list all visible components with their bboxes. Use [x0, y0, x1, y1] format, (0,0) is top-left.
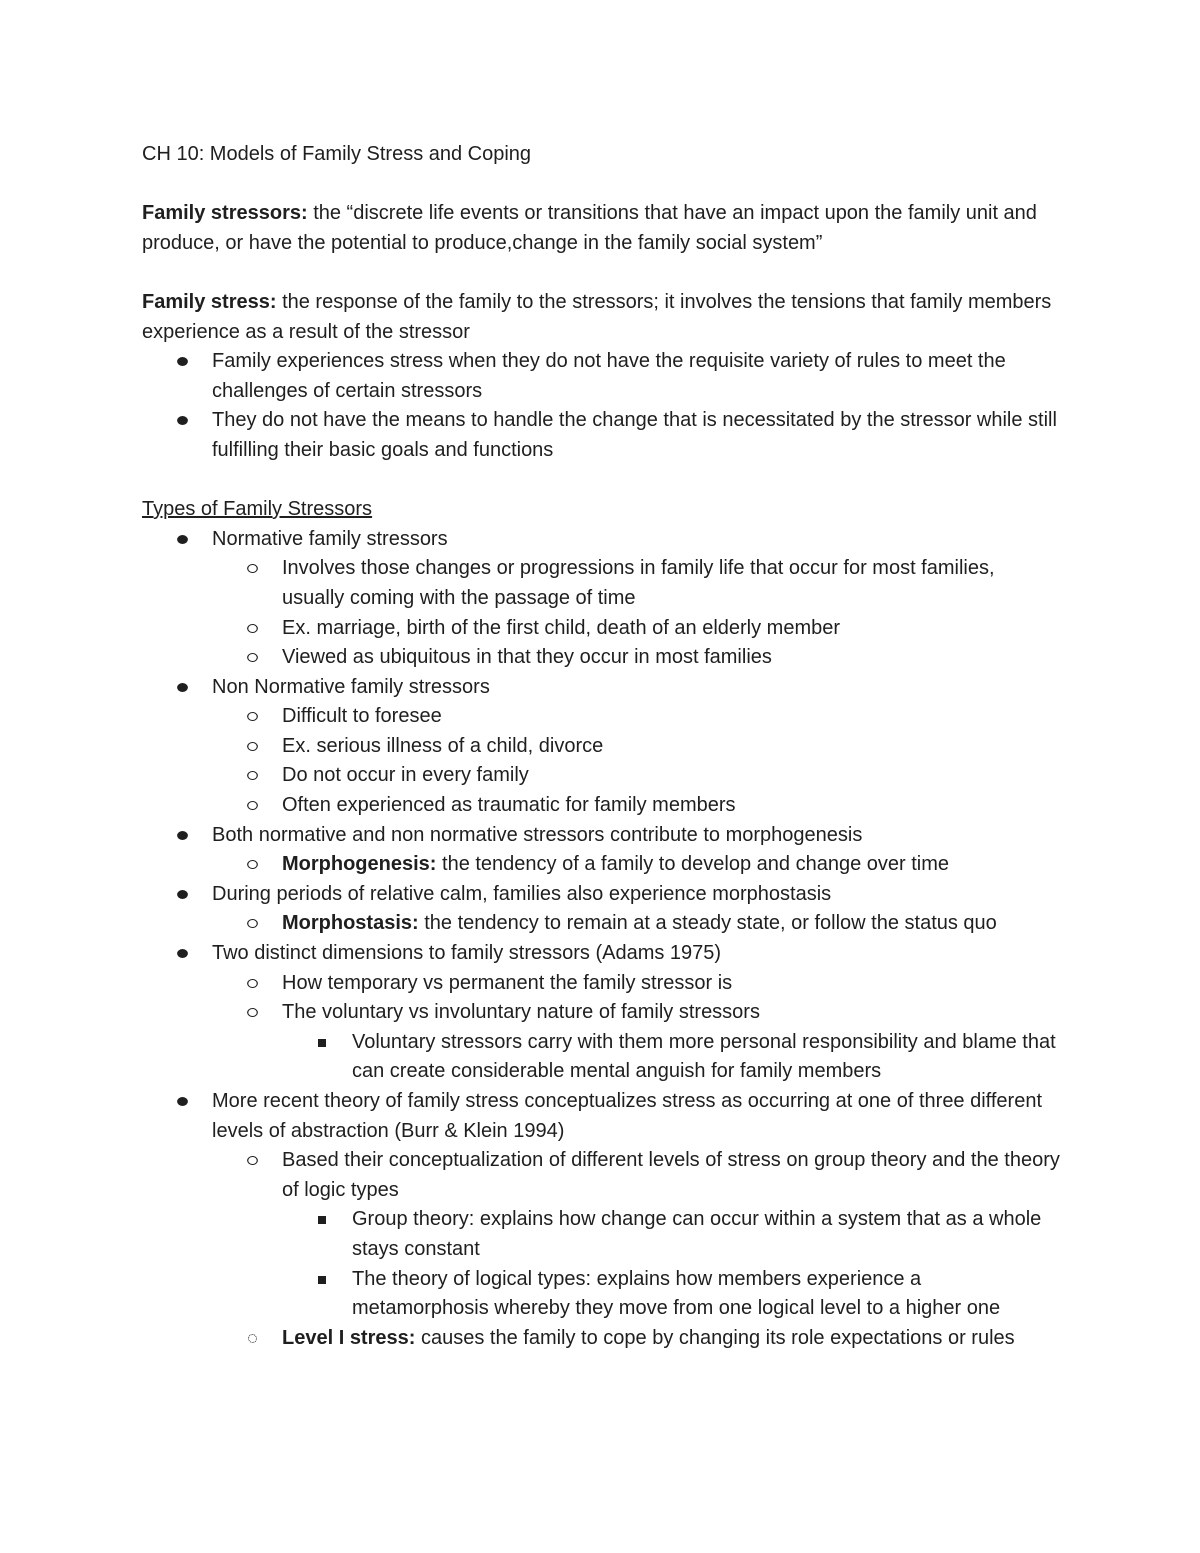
term-morphostasis: Morphostasis: [282, 912, 419, 935]
dimensions-subsublist [282, 1028, 1062, 1087]
square-bullet-icon [312, 1028, 332, 1058]
term-family-stressors: Family stressors: [142, 202, 308, 225]
hollow-bullet-icon [242, 998, 262, 1028]
family-stress-bullets [142, 347, 1062, 465]
list-item: Family experiences stress when they do not have the requisite variety of rules to meet the challenges of certain stressors [142, 347, 1062, 406]
list-item-non-normative: Non Normative family stressors Difficult to foresee Ex. serious illness of a child, divorce Do not occur in every family Often experienced as traumatic for family members [142, 673, 1062, 821]
document-page [142, 140, 1062, 1353]
hollow-bullet-icon [242, 1146, 262, 1176]
bullet-icon [172, 347, 192, 377]
hollow-bullet-icon [242, 702, 262, 732]
non-normative-sublist [142, 702, 1062, 820]
list-item: Ex. marriage, birth of the first child, death of an elderly member [212, 614, 1062, 644]
list-item: Ex. serious illness of a child, divorce [212, 732, 1062, 762]
hollow-bullet-icon [242, 850, 262, 880]
bullet-icon [172, 525, 192, 555]
list-item: The voluntary vs involuntary nature of family stressors Voluntary stressors carry with them more personal responsibility and blame that can create considerable mental anguish for family members [212, 998, 1062, 1087]
morphogenesis-sublist [142, 850, 1062, 880]
hollow-bullet-icon [242, 554, 262, 584]
dotted-ring-bullet-icon [242, 1324, 262, 1354]
normative-sublist [142, 554, 1062, 672]
hollow-bullet-icon [242, 732, 262, 762]
bullet-icon [172, 821, 192, 851]
term-morphogenesis: Morphogenesis: [282, 853, 437, 876]
list-item-levels: More recent theory of family stress conceptualizes stress as occurring at one of three different levels of abstraction (Burr & Klein 1994) Based their conceptualization of different levels of stress on group theory and the theory of logic types Group theory: explains how change can occur within a system that as a whole stays constant The theory of logical types: explains how members experience a metamorphosis whereby they move from one logical level to a higher one Level I stress: causes the family to cope by changing its role expectations or rules [142, 1087, 1062, 1353]
morphostasis-sublist [142, 909, 1062, 939]
hollow-bullet-icon [242, 791, 262, 821]
definition-text: the response of the family to the stressors; it involves the tensions that family members experience as a result of the stressor [142, 290, 1052, 343]
term-family-stress: Family stress: [142, 290, 277, 313]
spacer [142, 466, 1062, 496]
spacer [142, 258, 1062, 288]
hollow-bullet-icon [242, 761, 262, 791]
bullet-icon [172, 939, 192, 969]
hollow-bullet-icon [242, 909, 262, 939]
list-item: Based their conceptualization of different levels of stress on group theory and the theory of logic types Group theory: explains how change can occur within a system that as a whole stays constant The theory of logical types: explains how members experience a metamorphosis whereby they move from one logical level to a higher one [212, 1146, 1062, 1324]
list-item: How temporary vs permanent the family stressor is [212, 969, 1062, 999]
list-item: Morphogenesis: the tendency of a family to develop and change over time [212, 850, 1062, 880]
list-item: Group theory: explains how change can occur within a system that as a whole stays constant [282, 1205, 1062, 1264]
hollow-bullet-icon [242, 643, 262, 673]
bullet-icon [172, 673, 192, 703]
list-item-dimensions: Two distinct dimensions to family stressors (Adams 1975) How temporary vs permanent the family stressor is The voluntary vs involuntary nature of family stressors Voluntary stressors carry with them more personal responsibility and blame that can create considerable mental anguish for family members [142, 939, 1062, 1087]
square-bullet-icon [312, 1205, 332, 1235]
bullet-icon [172, 1087, 192, 1117]
list-item: Level I stress: causes the family to cope by changing its role expectations or rules [212, 1324, 1062, 1354]
hollow-bullet-icon [242, 969, 262, 999]
list-item-morphostasis: During periods of relative calm, families also experience morphostasis Morphostasis: the tendency to remain at a steady state, or follow the status quo [142, 880, 1062, 939]
section-heading: Types of Family Stressors [142, 498, 373, 521]
spacer [142, 170, 1062, 200]
square-bullet-icon [312, 1265, 332, 1295]
list-item: Morphostasis: the tendency to remain at a steady state, or follow the status quo [212, 909, 1062, 939]
list-item: They do not have the means to handle the change that is necessitated by the stressor while still fulfilling their basic goals and functions [142, 406, 1062, 465]
bullet-icon [172, 406, 192, 436]
list-item-morphogenesis: Both normative and non normative stressors contribute to morphogenesis Morphogenesis: the tendency of a family to develop and change over time [142, 821, 1062, 880]
list-item: Often experienced as traumatic for family members [212, 791, 1062, 821]
list-item: Involves those changes or progressions in family life that occur for most families, usually coming with the passage of time [212, 554, 1062, 613]
levels-sublist [142, 1146, 1062, 1353]
document-title: CH 10: Models of Family Stress and Coping [142, 143, 532, 165]
list-item-normative: Normative family stressors Involves those changes or progressions in family life that occur for most families, usually coming with the passage of time Ex. marriage, birth of the first child, death of an elderly member Viewed as ubiquitous in that they occur in most families [142, 525, 1062, 673]
list-item: Difficult to foresee [212, 702, 1062, 732]
bullet-icon [172, 880, 192, 910]
list-item: The theory of logical types: explains how members experience a metamorphosis whereby they move from one logical level to a higher one [282, 1265, 1062, 1324]
list-item: Do not occur in every family [212, 761, 1062, 791]
definition-text: the “discrete life events or transitions that have an impact upon the family unit and produce, or have the potential to produce,change in the family social system” [142, 202, 1037, 254]
family-stressors-definition [142, 199, 1062, 258]
hollow-bullet-icon [242, 614, 262, 644]
dimensions-sublist [142, 969, 1062, 1087]
term-level-1-stress: Level I stress: [282, 1326, 416, 1349]
types-list [142, 525, 1062, 1354]
list-item: Viewed as ubiquitous in that they occur in most families [212, 643, 1062, 673]
family-stress-definition [142, 288, 1062, 347]
levels-subsublist [282, 1205, 1062, 1323]
list-item: Voluntary stressors carry with them more personal responsibility and blame that can create considerable mental anguish for family members [282, 1028, 1062, 1087]
